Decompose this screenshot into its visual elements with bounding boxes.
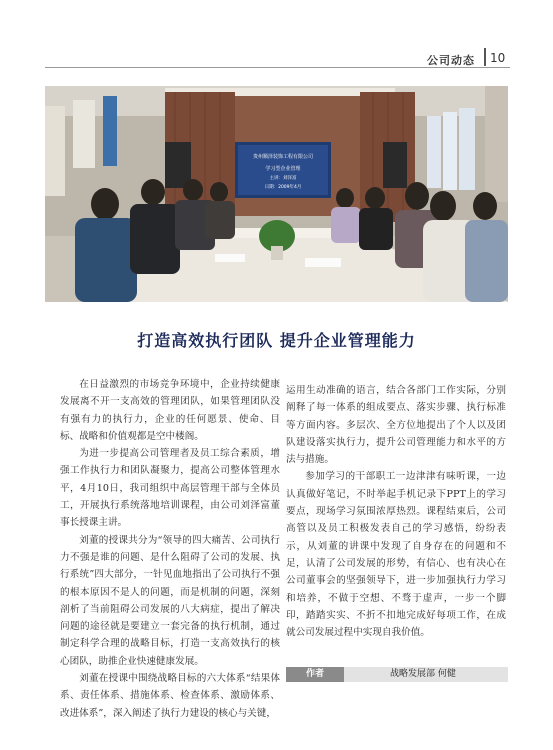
article-column-left <box>60 376 280 722</box>
page-header <box>0 0 553 70</box>
article-paragraph: 运用生动准确的语言，结合各部门工作实际，分别阐释了每一体系的组成要点、落实步骤、执行标准等方面内容。多层次、全方位地提出了个人以及团队建设落实执行力，提升公司管理能力和水平的方法与措施。 <box>286 385 506 466</box>
author-label: 作者 <box>286 667 344 682</box>
header-rule <box>45 67 510 68</box>
article-column-right <box>286 382 506 641</box>
article-paragraph: 在日益激烈的市场竞争环境中，企业持续健康发展离不开一支高效的管理团队，如果管理团队没有强有力的执行力，企业的任何愿景、使命、目标、战略和价值观都是空中楼阁。 <box>60 379 280 442</box>
article-paragraph: 参加学习的干部职工一边津津有味听课，一边认真做好笔记，不时举起手机记录下PPT上的学习要点，现场学习氛围浓厚热烈。课程结束后，公司高管以及员工积极发表自己的学习感悟，纷纷表示，从刘董的讲课中发现了自身存在的问题和不足，认清了公司发展的形势，有信心、也有决心在公司董事会的坚强领导下，进一步加强执行力学习和培养，不做于空想、不骛于虚声，一步一个脚印，踏踏实实、不折不扣地完成好每项工作，在成就公司发展过程中实现自我价值。 <box>286 471 506 639</box>
author-name: 战略发展部 何健 <box>390 669 456 679</box>
section-label: 公司动态 <box>427 54 475 67</box>
section-divider <box>484 48 486 66</box>
article-paragraph: 刘董在授课中围绕战略目标的六大体系“结果体系、责任体系、措施体系、检查体系、激励体系、改进体系”，深入阐述了执行力建设的核心与关键， <box>60 673 280 719</box>
meeting-photo <box>45 86 508 302</box>
page-number: 10 <box>490 51 506 65</box>
screen-line-2: 学习型企业管理 <box>265 166 301 172</box>
screen-line-4: 日期：2009年4月 <box>264 185 302 190</box>
article-paragraph: 刘董的授课共分为“领导的四大痛苦、公司执行力不强是谁的问题、是什么阻碍了公司的发展、执行系统”四大部分，一针见血地指出了公司执行不强的根本原因不是人的问题，而是机制的问题，深刻剖析了当前阻碍公司发展的八大病症，提出了解决问题的途径就是要建立一套完备的执行机制，通过制定科学合理的战略目标，打造一支高效执行的核心团队，助推企业快速健康发展。 <box>60 534 280 667</box>
screen-line-3: 主讲：刘泽富 <box>269 176 297 181</box>
screen-line-1: 贵州顺泽装饰工程有限公司 <box>252 154 314 160</box>
article-title: 打造高效执行团队 提升企业管理能力 <box>137 331 416 350</box>
article-paragraph: 为进一步提高公司管理者及员工综合素质，增强工作执行力和团队凝聚力，提高公司整体管理水平，4月10日，我司组织中高层管理干部与全体员工，开展执行系统落地培训课程，由公司刘泽富董事长授课主讲。 <box>60 448 280 529</box>
author-byline <box>286 667 508 682</box>
